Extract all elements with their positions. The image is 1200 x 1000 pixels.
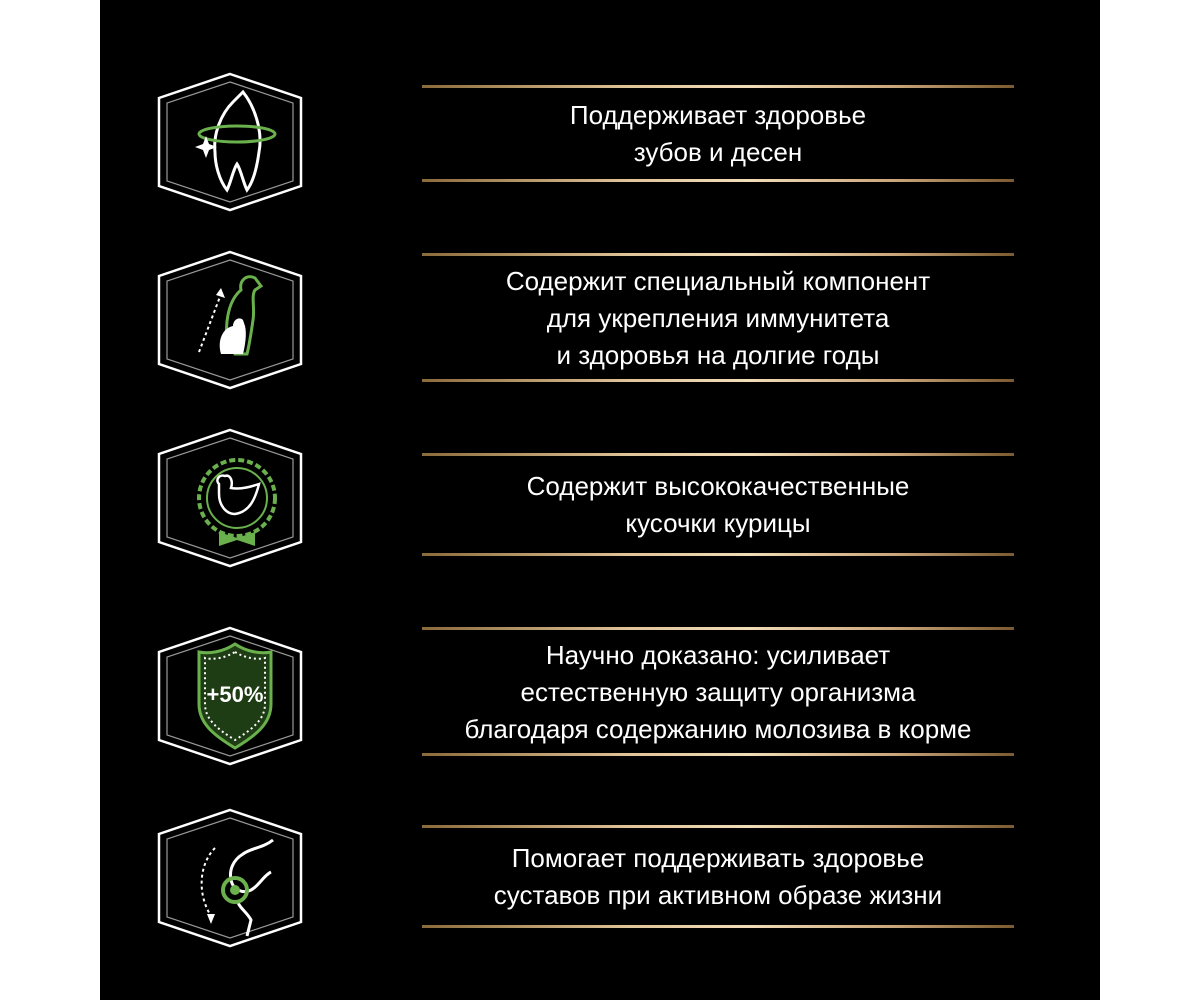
feature-text-1 <box>422 88 1014 180</box>
feature-line: Научно доказано: усиливает <box>545 639 891 670</box>
shield-badge-text: +50% <box>206 682 264 707</box>
feature-line: кусочки курицы <box>625 508 811 538</box>
feature-line: зубов и десен <box>633 137 803 167</box>
feature-line: Содержит специальный компонент <box>505 265 931 296</box>
chicken-badge-icon <box>155 428 305 568</box>
feature-text-3 <box>422 456 1014 554</box>
feature-line: Помогает поддерживать здоровье <box>511 843 925 873</box>
feature-line: естественную защиту организма <box>520 676 916 707</box>
feature-panel <box>100 0 1100 1000</box>
feature-line: благодаря содержанию молозива в корме <box>464 713 972 744</box>
divider-bottom-3 <box>422 553 1014 556</box>
divider-bottom-5 <box>422 925 1014 928</box>
dog-growth-icon <box>155 250 305 390</box>
feature-text-4 <box>422 630 1014 754</box>
joint-icon <box>155 808 305 948</box>
shield-plus-icon <box>155 626 305 766</box>
divider-bottom-2 <box>422 379 1014 382</box>
divider-bottom-1 <box>422 179 1014 182</box>
feature-line: Поддерживает здоровье <box>569 100 867 130</box>
feature-line: и здоровья на долгие годы <box>556 339 880 370</box>
feature-line: суставов при активном образе жизни <box>493 880 943 910</box>
feature-line: для укрепления иммунитета <box>546 302 890 333</box>
feature-text-5 <box>422 828 1014 926</box>
feature-line: Содержит высококачественные <box>526 471 910 501</box>
tooth-icon <box>155 72 305 212</box>
feature-text-2 <box>422 256 1014 380</box>
divider-bottom-4 <box>422 753 1014 756</box>
